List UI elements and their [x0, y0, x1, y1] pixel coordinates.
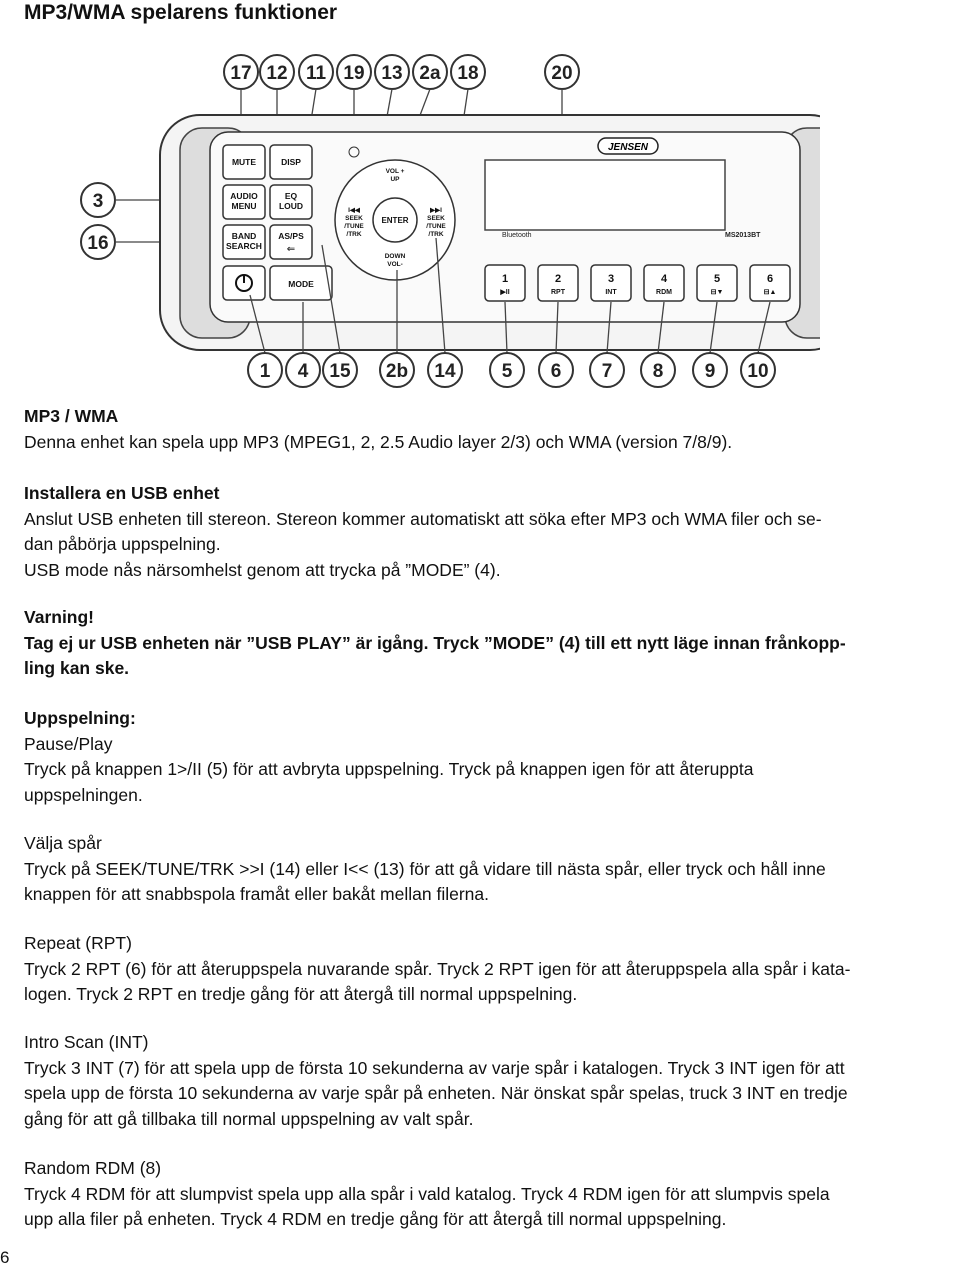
band-search-label-2: SEARCH: [226, 241, 262, 251]
preset-3-number: 3: [607, 273, 615, 285]
prev-track-icon: I◀◀: [348, 207, 360, 214]
paragraph-line: upp alla filer på enheten. Tryck 4 RDM en tredje gång för att återgå till normal uppspelning.: [24, 1209, 727, 1229]
paragraph-line: logen. Tryck 2 RPT en tredje gång för att återgå till normal uppspelning.: [24, 984, 578, 1004]
callout-15: 15: [329, 361, 351, 382]
callout-16: 16: [87, 233, 109, 254]
section-heading: Installera en USB enhet: [24, 483, 220, 503]
section-heading: Välja spår: [24, 833, 102, 853]
paragraph-line: USB mode nås närsomhelst genom att trycka på ”MODE” (4).: [24, 559, 501, 580]
paragraph-line: gång för att gå tillbaka till normal uppspelning av valt spår.: [24, 1108, 474, 1129]
paragraph-line: spela upp de första 10 sekunderna av varje spår på enheten. När önskat spår spelas, truck 3 INT en tredje: [24, 1083, 848, 1103]
callout-12: 12: [266, 63, 288, 84]
section-heading: Uppspelning:: [24, 708, 136, 728]
section-warning: [24, 605, 944, 682]
preset-3-label: INT: [605, 289, 617, 296]
section-track: [24, 831, 944, 908]
paragraph: Denna enhet kan spela upp MP3 (MPEG1, 2, 2.5 Audio layer 2/3) och WMA (version 7/8/9).: [24, 431, 733, 452]
preset-1-label: ▶II: [500, 289, 510, 296]
eq-loud-label-1: EQ: [284, 191, 298, 201]
page-title: MP3/WMA spelarens funktioner: [24, 1, 338, 24]
seek-left-label-2: /TUNE: [344, 223, 364, 230]
paragraph-line: knappen för att snabbspola framåt eller bakåt mellan filerna.: [24, 884, 489, 904]
preset-4-label: RDM: [656, 289, 672, 296]
section-playback: [24, 706, 944, 808]
preset-6-number: 6: [766, 273, 774, 285]
callout-8: 8: [652, 361, 664, 382]
paragraph-line: Tryck 3 INT (7) för att spela upp de första 10 sekunderna av varje spår i katalogen. Tryck 3 INT igen för att: [24, 1057, 845, 1078]
section-intro: [24, 1030, 944, 1132]
callout-14: 14: [434, 361, 456, 382]
callout-6: 6: [550, 361, 562, 382]
vol-up-label-2: UP: [390, 176, 400, 183]
paragraph-line: dan påbörja uppspelning.: [24, 534, 221, 554]
subheading: Pause/Play: [24, 733, 113, 754]
seek-left-label-1: SEEK: [345, 215, 363, 222]
page-number: 6: [0, 1248, 10, 1267]
seek-right-label-1: SEEK: [427, 215, 445, 222]
vol-up-label-1: VOL +: [385, 168, 405, 175]
callout-9: 9: [704, 361, 716, 382]
callout-2b: 2b: [385, 361, 409, 382]
callout-4: 4: [297, 361, 309, 382]
section-random: [24, 1156, 944, 1233]
section-heading: Repeat (RPT): [24, 933, 132, 953]
mute-button: MUTE: [231, 157, 257, 167]
brand-logo: JENSEN: [607, 142, 649, 153]
paragraph-line: ling kan ske.: [24, 658, 130, 678]
mode-button: MODE: [288, 279, 314, 289]
paragraph-line: Tryck på knappen 1>/II (5) för att avbryta uppspelning. Tryck på knappen igen för att återuppta: [24, 759, 754, 779]
as-ps-button: AS/PS: [278, 231, 304, 241]
callout-7: 7: [601, 361, 613, 382]
preset-5-number: 5: [713, 273, 721, 285]
paragraph-line: Tag ej ur USB enheten när ”USB PLAY” är igång. Tryck ”MODE” (4) till ett nytt läge innan frånkopp-: [24, 632, 846, 653]
audio-menu-label-1: AUDIO: [230, 191, 258, 201]
down-vol-label-1: DOWN: [384, 253, 406, 260]
paragraph-line: Tryck på SEEK/TUNE/TRK >>I (14) eller I<< (13) för att gå vidare till nästa spår, eller tryck och håll inne: [24, 858, 826, 879]
enter-button: ENTER: [381, 216, 409, 225]
audio-menu-label-2: MENU: [231, 201, 257, 211]
callout-20: 20: [551, 63, 573, 84]
section-repeat: [24, 931, 944, 1008]
seek-left-label-3: /TRK: [346, 231, 362, 238]
seek-right-label-2: /TUNE: [426, 223, 446, 230]
callout-11: 11: [305, 63, 327, 84]
callout-1: 1: [259, 361, 271, 382]
back-arrow-icon: ⇐: [286, 244, 296, 255]
callout-18: 18: [457, 63, 479, 84]
section-heading: Random RDM (8): [24, 1158, 162, 1178]
section-heading: Varning!: [24, 607, 95, 627]
down-vol-label-2: VOL-: [387, 261, 403, 268]
bluetooth-label: Bluetooth: [502, 232, 532, 239]
preset-2-number: 2: [554, 273, 562, 285]
callout-17: 17: [230, 63, 252, 84]
preset-4-number: 4: [660, 273, 668, 285]
section-heading: MP3 / WMA: [24, 406, 119, 426]
preset-2-label: RPT: [551, 289, 565, 296]
paragraph-line: uppspelningen.: [24, 784, 143, 805]
seek-right-label-3: /TRK: [428, 231, 444, 238]
section-mp3: [24, 404, 944, 455]
section-heading: Intro Scan (INT): [24, 1032, 149, 1052]
preset-1-number: 1: [501, 273, 509, 285]
callout-2a: 2a: [419, 63, 441, 84]
preset-5-label: ⊟▼: [710, 289, 724, 296]
callout-19: 19: [343, 63, 365, 84]
disp-button: DISP: [281, 157, 301, 167]
preset-6-label: ⊟▲: [763, 289, 777, 296]
callout-3: 3: [92, 191, 104, 212]
stereo-diagram: [60, 40, 820, 400]
band-search-label-1: BAND: [231, 231, 257, 241]
model-label: MS2013BT: [725, 232, 761, 239]
section-usb: [24, 481, 944, 583]
callout-13: 13: [381, 63, 403, 84]
callout-10: 10: [747, 361, 769, 382]
paragraph-line: Anslut USB enheten till stereon. Stereon kommer automatiskt att söka efter MP3 och WMA filer och se-: [24, 508, 822, 529]
paragraph-line: Tryck 2 RPT (6) för att återuppspela nuvarande spår. Tryck 2 RPT igen för att återuppspela alla spår i kata-: [24, 958, 851, 979]
next-track-icon: ▶▶I: [430, 207, 442, 214]
callout-5: 5: [501, 361, 513, 382]
eq-loud-label-2: LOUD: [278, 201, 304, 211]
paragraph-line: Tryck 4 RDM för att slumpvist spela upp alla spår i vald katalog. Tryck 4 RDM igen för att slumpvis spela: [24, 1183, 830, 1204]
